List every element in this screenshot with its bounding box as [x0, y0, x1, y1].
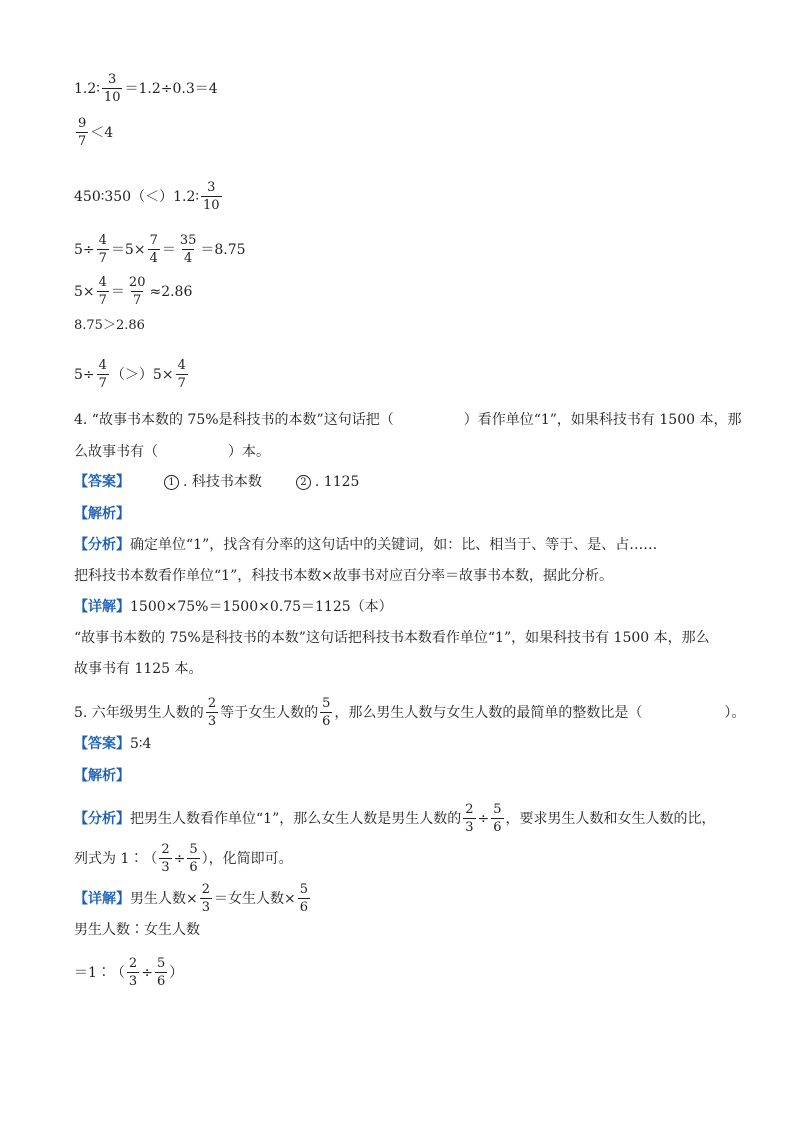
- fraction: [148, 233, 160, 266]
- q5-xiangjie: [74, 882, 312, 915]
- expr-text: 8.75＞2.86: [74, 318, 145, 333]
- circled-number: 1: [164, 475, 179, 490]
- q5-final: [74, 956, 183, 989]
- q4-conclusion-1: [74, 628, 710, 648]
- fraction-denominator: 7: [98, 251, 107, 266]
- fraction-denominator: 10: [203, 198, 220, 213]
- fraction-denominator: 6: [322, 714, 331, 729]
- fraction-numerator: 7: [149, 233, 158, 248]
- xiangjie-text: ＝1∶（: [74, 964, 125, 981]
- fraction-denominator: 7: [78, 134, 87, 149]
- fraction-denominator: 6: [493, 820, 502, 835]
- fenxi-text: 列式为 1∶（: [74, 850, 158, 867]
- fraction: [176, 358, 188, 391]
- q5-jiexi: [74, 766, 130, 786]
- fraction-denominator: 7: [98, 376, 107, 391]
- fraction-numerator: 4: [98, 233, 107, 248]
- expr-text: ＝5×: [110, 241, 146, 258]
- fraction-numerator: 2: [128, 956, 138, 971]
- xiangjie-text: ）: [169, 964, 184, 981]
- expr-text: ＝: [110, 283, 125, 300]
- fraction-denominator: 7: [98, 293, 107, 308]
- fraction-numerator: 3: [108, 72, 117, 87]
- fraction-numerator: 9: [78, 116, 87, 131]
- q5-lieshi: [74, 842, 293, 875]
- calc-line-7: [74, 358, 190, 391]
- q5-answer: [74, 734, 151, 754]
- fraction: [127, 956, 139, 989]
- fraction-denominator: 4: [149, 251, 158, 266]
- fraction-denominator: 3: [465, 820, 474, 835]
- q4-fenxi: [74, 535, 657, 555]
- calc-line-5: [74, 275, 192, 308]
- fraction-denominator: 3: [207, 714, 217, 729]
- q4-fenxi-2: [74, 566, 613, 586]
- xiangjie-tag: 【详解】: [74, 890, 130, 907]
- fraction-denominator: 3: [128, 974, 138, 989]
- fraction-denominator: 4: [183, 251, 193, 266]
- fenxi-text: ，要求男生人数和女生人数的比，: [505, 810, 716, 827]
- fraction: [200, 882, 212, 915]
- fraction: [206, 696, 218, 729]
- calc-line-2: [74, 116, 113, 149]
- q4-conclusion-2: [74, 659, 203, 679]
- question-text: ）本。: [228, 444, 270, 460]
- fraction: [76, 116, 88, 149]
- fraction-numerator: 4: [98, 358, 107, 373]
- fraction-denominator: 10: [103, 90, 121, 105]
- answer-tag: 【答案】: [74, 474, 130, 490]
- fraction-numerator: 2: [465, 802, 474, 817]
- fraction-numerator: 5: [189, 842, 198, 857]
- fenxi-tag: 【分析】: [74, 810, 130, 827]
- question-text: ）看作单位“1”，如果科技书有 1500 本，那: [463, 412, 742, 428]
- jiexi-tag: 【解析】: [74, 768, 130, 784]
- fraction-numerator: 5: [299, 882, 309, 897]
- question-text: ）。: [724, 704, 746, 721]
- q5-fenxi: [74, 802, 716, 835]
- answer-text: 5∶4: [130, 736, 152, 752]
- conclusion-text: “故事书本数的 75%是科技书的本数”这句话把科技书本数看作单位“1”，如果科技书有 1500 本，那么: [74, 630, 710, 646]
- jiexi-tag: 【解析】: [74, 506, 130, 522]
- fraction-denominator: 6: [299, 900, 309, 915]
- fraction: [155, 956, 167, 989]
- fraction-numerator: 35: [179, 233, 197, 248]
- q5-ratio-line: [74, 920, 200, 940]
- expr-text: 450∶350（＜）1.2∶: [74, 188, 199, 205]
- question-text: 5. 六年级男生人数的: [74, 704, 204, 721]
- fenxi-text: ÷: [173, 850, 186, 867]
- calc-line-6: [74, 316, 145, 336]
- xiangjie-text: 男生人数∶女生人数: [74, 922, 200, 938]
- fraction-denominator: 6: [156, 974, 166, 989]
- expr-text: 5÷: [74, 366, 95, 383]
- xiangjie-text: ＝女生人数×: [214, 890, 296, 907]
- fraction: [97, 358, 109, 391]
- q4-jiexi: [74, 504, 130, 524]
- xiangjie-text: 1500×75%＝1500×0.75＝1125（本）: [130, 599, 393, 615]
- fraction: [97, 233, 109, 266]
- fenxi-text: ），化简即可。: [201, 850, 293, 867]
- expr-text: 1.2∶: [74, 80, 100, 97]
- fraction-numerator: 4: [177, 358, 186, 373]
- fenxi-text: 确定单位“1”，找含有分率的这句话中的关键词，如：比、相当于、等于、是、占……: [130, 537, 658, 553]
- expr-text: ≈2.86: [149, 283, 193, 300]
- xiangjie-text: ÷: [141, 964, 153, 981]
- fraction-numerator: 2: [201, 882, 211, 897]
- question-text: ，那么男生人数与女生人数的最简单的整数比是（: [334, 704, 643, 721]
- conclusion-text: 故事书有 1125 本。: [74, 661, 203, 677]
- fraction-denominator: 3: [201, 900, 211, 915]
- answer-text: . 1125: [314, 474, 360, 490]
- fraction-numerator: 20: [128, 275, 146, 290]
- question-text: 等于女生人数的: [220, 704, 319, 721]
- expr-text: ＝1.2÷0.3＝4: [124, 80, 218, 97]
- fenxi-text: ÷: [477, 810, 490, 827]
- fraction-numerator: 5: [156, 956, 166, 971]
- fraction: [187, 842, 199, 875]
- fraction: [201, 180, 222, 213]
- fraction-denominator: 7: [177, 376, 186, 391]
- fraction: [491, 802, 503, 835]
- fraction-numerator: 5: [493, 802, 502, 817]
- fraction-numerator: 2: [207, 696, 217, 711]
- fraction-denominator: 3: [161, 860, 170, 875]
- expr-text: ＜4: [90, 124, 114, 141]
- expr-text: ＝8.75: [200, 241, 246, 258]
- fenxi-tag: 【分析】: [74, 537, 130, 553]
- q4-answer: [74, 472, 359, 492]
- q4-stem-line-1: [74, 410, 741, 430]
- fraction-numerator: 2: [161, 842, 170, 857]
- xiangjie-text: 男生人数×: [130, 890, 198, 907]
- fenxi-text: 把科技书本数看作单位“1”，科技书本数×故事书对应百分率＝故事书本数，据此分析。: [74, 568, 613, 584]
- answer-text: . 科技书本数: [183, 474, 262, 490]
- fraction: [320, 696, 332, 729]
- fraction-numerator: 4: [98, 275, 107, 290]
- question-text: 4. “故事书本数的 75%是科技书的本数”这句话把（: [74, 412, 394, 428]
- fraction-numerator: 3: [207, 180, 216, 195]
- answer-tag: 【答案】: [74, 736, 130, 752]
- calc-line-3: [74, 180, 224, 213]
- q4-stem-line-2: [74, 442, 270, 462]
- fraction: [159, 842, 171, 875]
- expr-text: ＝: [161, 241, 176, 258]
- fraction-denominator: 6: [189, 860, 198, 875]
- expr-text: 5×: [74, 283, 95, 300]
- expr-text: （＞）5×: [110, 366, 174, 383]
- calc-line-1: [74, 72, 218, 105]
- expr-text: 5÷: [74, 241, 95, 258]
- circled-number: 2: [296, 475, 311, 490]
- fraction-numerator: 5: [322, 696, 331, 711]
- question-text: 么故事书有（: [74, 444, 158, 460]
- fraction: [97, 275, 109, 308]
- q4-xiangjie: [74, 597, 393, 617]
- fraction: [463, 802, 475, 835]
- xiangjie-tag: 【详解】: [74, 599, 130, 615]
- fenxi-text: 把男生人数看作单位“1”，那么女生人数是男生人数的: [130, 810, 462, 827]
- fraction-denominator: 7: [133, 293, 142, 308]
- fraction: [178, 233, 199, 266]
- q5-stem: [74, 696, 745, 729]
- fraction: [298, 882, 310, 915]
- fraction: [102, 72, 123, 105]
- calc-line-4: [74, 233, 246, 266]
- fraction: [127, 275, 148, 308]
